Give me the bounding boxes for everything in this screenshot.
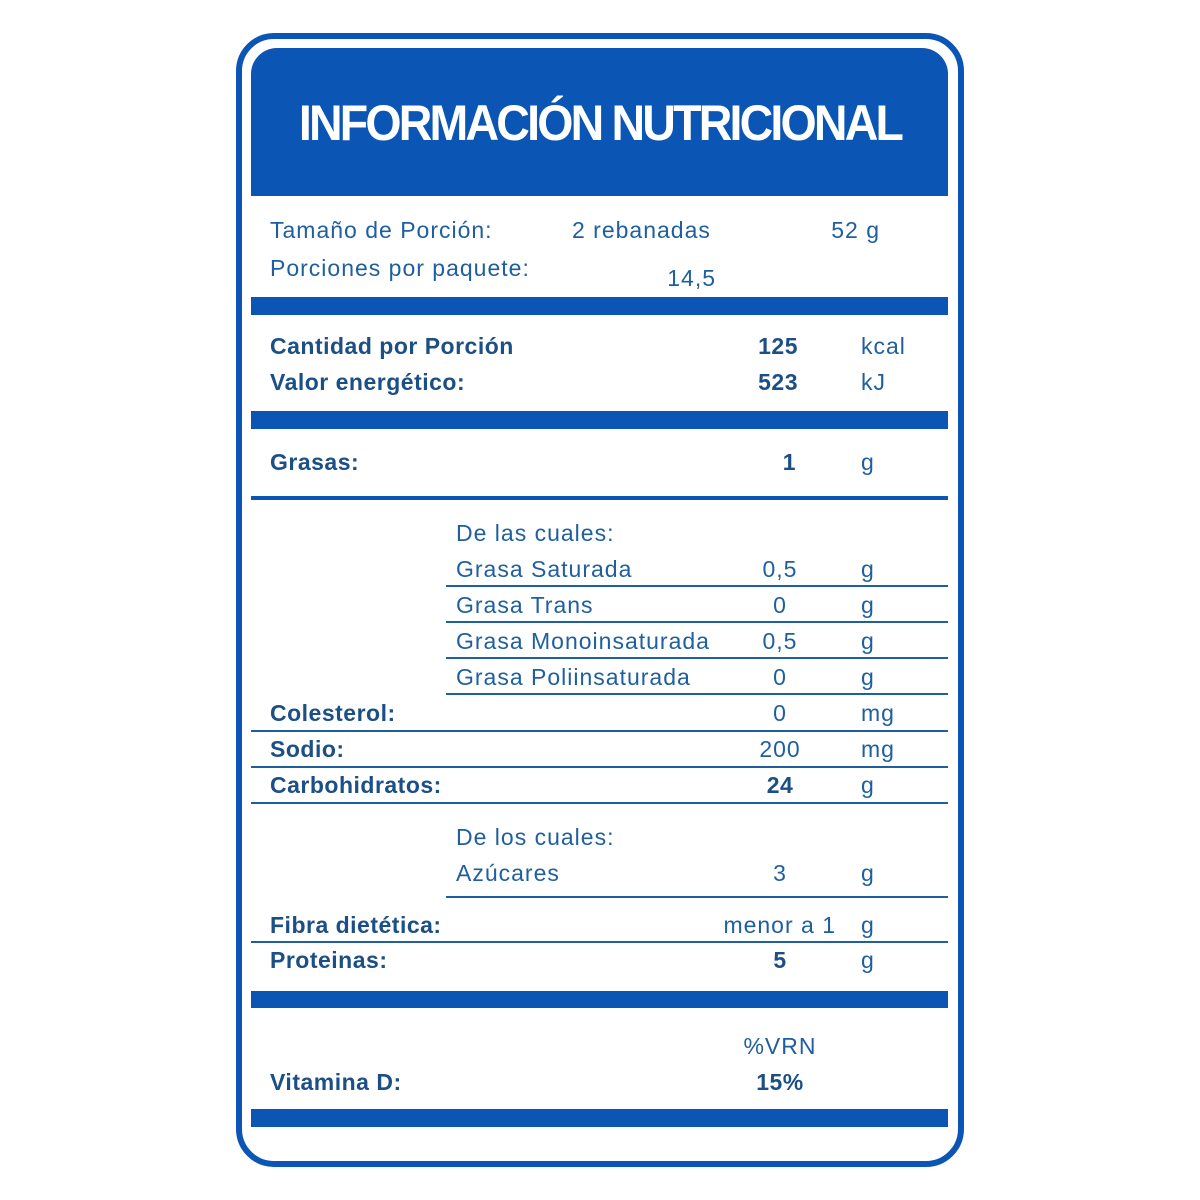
vitamin-d-label: Vitamina D: [270,1069,402,1095]
page-title: INFORMACIÓN NUTRICIONAL [298,95,902,151]
fiber-unit: g [861,912,875,938]
kcal-unit: kcal [861,333,906,359]
sugars-value: 3 [773,860,787,886]
section-divider [251,1109,948,1127]
kj-value: 523 [758,369,798,395]
carbs-value: 24 [766,772,794,798]
section-divider [251,411,948,429]
kj-unit: kJ [861,369,886,395]
fat-row-label: Grasa Monoinsaturada [456,628,710,654]
fat-row-unit: g [861,664,875,690]
vrn-header: %VRN [743,1033,817,1059]
serving-size-desc: 2 rebanadas [572,217,711,243]
row-divider [446,585,948,587]
sodium-label: Sodio: [270,736,345,762]
sugars-unit: g [861,860,875,886]
protein-label: Proteinas: [270,947,388,973]
carb-breakdown-header: De los cuales: [456,824,615,850]
cholesterol-value: 0 [773,700,787,726]
row-divider [446,621,948,623]
sodium-unit: mg [861,736,895,762]
kcal-value: 125 [758,333,798,359]
fiber-label: Fibra dietética: [270,912,442,938]
row-divider [446,657,948,659]
fat-row-value: 0 [773,664,787,690]
fat-row-label: Grasa Saturada [456,556,633,582]
fat-row-unit: g [861,556,875,582]
fat-row-label: Grasa Poliinsaturada [456,664,691,690]
protein-unit: g [861,947,875,973]
serving-size-value: 52 g [831,217,880,243]
section-divider [251,297,948,315]
servings-per-package-value: 14,5 [667,265,716,291]
fat-row-unit: g [861,628,875,654]
amount-per-serving-label: Cantidad por Porción [270,333,514,359]
vitamin-d-value: 15% [756,1069,804,1095]
fat-breakdown-header: De las cuales: [456,520,615,546]
section-divider [251,496,948,500]
fiber-value: menor a 1 [723,912,836,938]
row-divider [251,730,948,732]
fats-label: Grasas: [270,449,360,475]
fat-row-label: Grasa Trans [456,592,594,618]
row-divider [251,941,948,943]
row-divider [446,693,948,695]
fat-row-value: 0,5 [762,556,798,582]
fats-unit: g [861,449,875,475]
fats-value: 1 [782,449,796,475]
row-divider [251,766,948,768]
cholesterol-unit: mg [861,700,895,726]
fat-row-value: 0 [773,592,787,618]
servings-per-package-label: Porciones por paquete: [270,255,530,281]
section-divider [251,991,948,1008]
fat-row-unit: g [861,592,875,618]
carbs-unit: g [861,772,875,798]
sugars-label: Azúcares [456,860,560,886]
row-divider [251,802,948,804]
fat-row-value: 0,5 [762,628,798,654]
carbs-label: Carbohidratos: [270,772,442,798]
cholesterol-label: Colesterol: [270,700,396,726]
energy-value-label: Valor energético: [270,369,466,395]
row-divider [446,896,948,898]
protein-value: 5 [773,947,787,973]
sodium-value: 200 [759,736,801,762]
serving-size-label: Tamaño de Porción: [270,217,493,243]
